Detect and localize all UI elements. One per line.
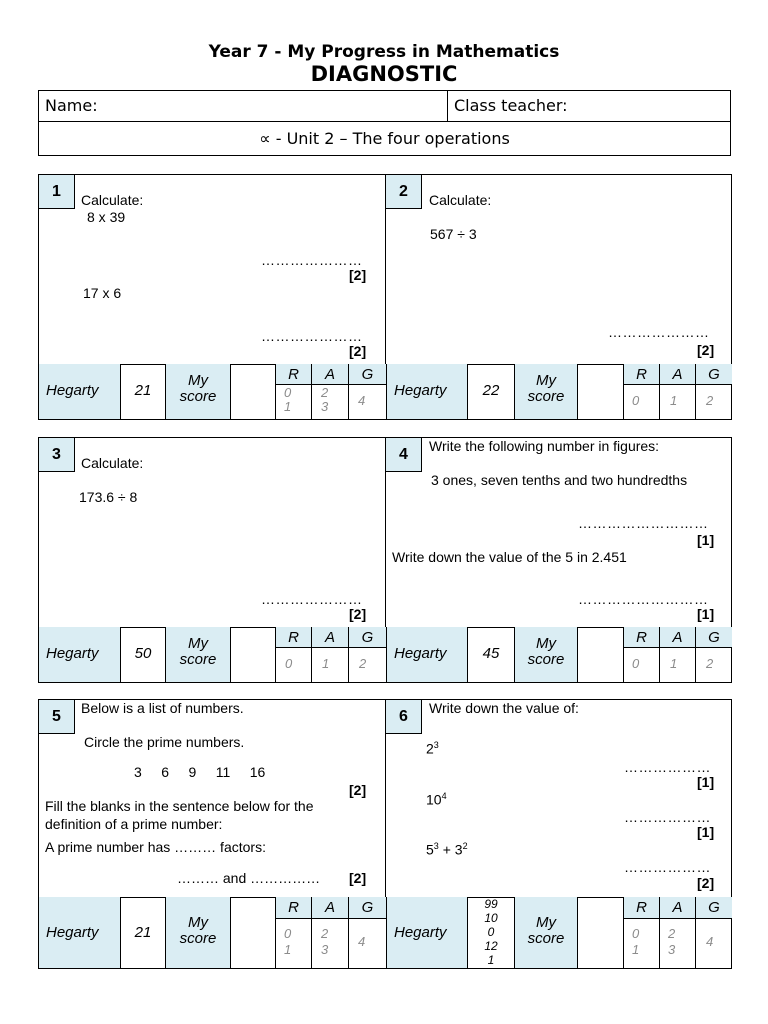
rag-g-value: 4 <box>358 393 366 408</box>
rag-r-value: 0 <box>285 656 293 671</box>
hegarty-value-cell <box>121 627 166 682</box>
rag-a-header: A <box>660 897 695 919</box>
expression-1 <box>426 740 439 757</box>
expr-exponent: 3 <box>433 740 439 750</box>
rag-g <box>349 364 386 419</box>
page-title: Year 7 - My Progress in Mathematics <box>208 42 560 62</box>
my-score-label-cell <box>166 897 231 968</box>
page-subtitle: DIAGNOSTIC <box>310 62 458 86</box>
score-section-q4 <box>386 627 732 682</box>
rag-a-value: 2 3 <box>321 385 329 414</box>
rag-r-header: R <box>276 897 311 919</box>
rag-r-value: 0 <box>632 393 640 408</box>
question-number: 3 <box>39 438 75 472</box>
rag-a-header: A <box>312 897 348 919</box>
score-section-q5 <box>39 897 386 968</box>
rag-a-value: 1 <box>670 393 678 408</box>
answer-line[interactable]: ……………………… <box>578 591 709 607</box>
question-4-box <box>385 437 732 628</box>
rag-g <box>349 627 386 682</box>
rag-a-value: 2 3 <box>668 926 676 957</box>
rag-g <box>696 364 732 419</box>
rag-a <box>312 364 349 419</box>
rag-g <box>349 897 386 968</box>
answer-line[interactable]: ………………… <box>261 252 363 268</box>
question-5-box <box>38 699 386 898</box>
score-section-q2 <box>386 364 732 419</box>
hegarty-value: 45 <box>482 645 500 662</box>
rag-a <box>660 364 696 419</box>
my-score-input[interactable] <box>231 627 276 682</box>
list-number[interactable]: 16 <box>249 764 266 780</box>
rag-a <box>660 897 696 968</box>
list-number[interactable]: 6 <box>161 764 170 780</box>
list-number[interactable]: 9 <box>188 764 197 780</box>
my-label: My <box>536 372 556 389</box>
rag-g <box>696 627 732 682</box>
hegarty-value-cell <box>468 627 515 682</box>
expression-2 <box>426 791 447 808</box>
answer-line[interactable]: ……………………… <box>578 515 709 531</box>
my-label: My <box>188 635 208 652</box>
rag-r-header: R <box>276 364 311 385</box>
hegarty-label-cell <box>39 364 121 419</box>
hegarty-label: Hegarty <box>394 924 447 941</box>
marks-label: [2] <box>349 870 367 886</box>
answer-line[interactable]: ……………… <box>624 759 711 775</box>
hegarty-label: Hegarty <box>46 645 99 662</box>
answer-line[interactable]: ……… and …………… <box>177 870 321 886</box>
my-score-label-cell <box>166 627 231 682</box>
score-label: score <box>179 651 217 668</box>
hegarty-value-cell <box>121 364 166 419</box>
rag-r-header: R <box>624 364 659 385</box>
question-text: Calculate: <box>81 455 144 471</box>
marks-label: [1] <box>697 606 715 622</box>
question-text: Write down the value of: <box>429 700 579 716</box>
marks-label: [1] <box>697 532 715 548</box>
hegarty-value: 22 <box>482 382 500 399</box>
hegarty-value: 99 10 0 12 1 <box>484 897 498 967</box>
answer-line[interactable]: ………………… <box>261 328 363 344</box>
rag-a-header: A <box>312 364 348 385</box>
question-number: 4 <box>386 438 422 472</box>
rag-g-value: 2 <box>359 656 367 671</box>
question-number: 5 <box>39 700 75 734</box>
hegarty-label: Hegarty <box>394 382 447 399</box>
question-text: A prime number has ……… factors: <box>45 839 266 855</box>
question-text: Write the following number in figures: <box>429 438 660 454</box>
info-row <box>39 91 730 122</box>
rag-g-header: G <box>696 897 732 919</box>
marks-label: [2] <box>349 267 367 283</box>
marks-label: [2] <box>697 342 715 358</box>
rag-r-header: R <box>624 627 659 648</box>
rag-a <box>312 627 349 682</box>
unit-title: ∝ - Unit 2 – The four operations <box>259 129 510 148</box>
my-score-label-cell <box>515 627 578 682</box>
list-number[interactable]: 3 <box>134 764 142 780</box>
question-text: Write down the value of the 5 in 2.451 <box>392 549 627 565</box>
question-text: Below is a list of numbers. <box>81 700 244 716</box>
answer-line[interactable]: ……………… <box>624 859 711 875</box>
hegarty-label-cell <box>387 897 468 968</box>
marks-label: [2] <box>349 606 367 622</box>
rag-g <box>696 897 732 968</box>
rag-r <box>276 897 312 968</box>
rag-g-header: G <box>349 627 386 648</box>
rag-a-header: A <box>660 627 695 648</box>
rag-r-value: 0 1 <box>284 926 292 957</box>
hegarty-label-cell <box>387 627 468 682</box>
rag-r <box>276 627 312 682</box>
my-label: My <box>188 372 208 389</box>
question-number: 2 <box>386 175 422 209</box>
expr-base: 5 <box>426 841 434 858</box>
question-text: 173.6 ÷ 8 <box>79 489 138 505</box>
hegarty-value: 21 <box>134 924 152 941</box>
my-label: My <box>536 635 556 652</box>
marks-label: [2] <box>349 782 367 798</box>
my-score-input[interactable] <box>231 897 276 968</box>
my-score-label-cell <box>515 364 578 419</box>
hegarty-label: Hegarty <box>394 645 447 662</box>
my-label: My <box>536 914 556 931</box>
question-text: 8 x 39 <box>87 209 126 225</box>
my-score-label-cell <box>166 364 231 419</box>
name-field[interactable] <box>39 91 448 121</box>
hegarty-value-cell <box>121 897 166 968</box>
score-label: score <box>179 930 217 947</box>
score-section-q1 <box>39 364 386 419</box>
rag-g-value: 2 <box>706 393 714 408</box>
rag-a-value: 1 <box>670 656 678 671</box>
hegarty-value: 50 <box>134 645 152 662</box>
expression-3 <box>426 841 468 858</box>
question-text: Calculate: <box>81 192 144 208</box>
marks-label: [1] <box>697 774 715 790</box>
score-bar <box>38 627 732 683</box>
rag-g-header: G <box>696 364 732 385</box>
rag-a-header: A <box>660 364 695 385</box>
hegarty-label-cell <box>387 364 468 419</box>
expr-exponent: 4 <box>441 791 447 801</box>
rag-r <box>624 627 660 682</box>
question-text: Circle the prime numbers. <box>84 734 245 750</box>
question-3-box <box>38 437 386 628</box>
score-bar <box>38 364 732 420</box>
answer-line[interactable]: ………………… <box>608 324 710 340</box>
number-list <box>134 764 265 780</box>
my-score-label-cell <box>515 897 578 968</box>
question-6-box <box>385 699 732 898</box>
rag-g-header: G <box>349 897 386 919</box>
marks-label: [2] <box>349 343 367 359</box>
rag-r-value: 0 1 <box>284 385 292 414</box>
score-label: score <box>179 388 217 405</box>
rag-a <box>660 627 696 682</box>
question-text: 17 x 6 <box>83 285 122 301</box>
rag-g-header: G <box>349 364 386 385</box>
score-label: score <box>527 388 565 405</box>
rag-r-header: R <box>624 897 659 919</box>
score-label: score <box>527 651 565 668</box>
score-bar <box>38 897 732 969</box>
question-2-box <box>385 174 732 365</box>
rag-g-header: G <box>696 627 732 648</box>
rag-g-value: 2 <box>706 656 714 671</box>
my-score-input[interactable] <box>231 364 276 419</box>
my-score-input[interactable] <box>578 627 624 682</box>
marks-label: [1] <box>697 824 715 840</box>
expr-exponent: 2 <box>462 841 468 851</box>
expr-base: 10 <box>426 791 442 808</box>
answer-line[interactable]: ………………… <box>261 591 363 607</box>
rag-r-header: R <box>276 627 311 648</box>
rag-a-header: A <box>312 627 348 648</box>
question-text: 567 ÷ 3 <box>430 226 477 242</box>
hegarty-label: Hegarty <box>46 382 99 399</box>
expr-exponent: 3 <box>433 841 439 851</box>
rag-r <box>624 364 660 419</box>
hegarty-label: Hegarty <box>46 924 99 941</box>
rag-g-value: 4 <box>706 934 714 949</box>
class-teacher-field[interactable] <box>448 91 731 121</box>
name-label: Name: <box>45 96 98 115</box>
rag-a-value: 1 <box>322 656 330 671</box>
rag-r-value: 0 1 <box>632 926 640 957</box>
question-text: Fill the blanks in the sentence below for the <box>45 798 314 814</box>
student-info-box <box>38 90 731 156</box>
question-1-box <box>38 174 386 365</box>
question-number: 6 <box>386 700 422 734</box>
rag-a <box>312 897 349 968</box>
marks-label: [2] <box>697 875 715 891</box>
hegarty-value-cell <box>468 897 515 968</box>
question-text: 3 ones, seven tenths and two hundredths <box>431 472 688 488</box>
expr-base: + 3 <box>438 841 463 858</box>
list-number[interactable]: 11 <box>215 764 231 780</box>
answer-line[interactable]: ……………… <box>624 809 711 825</box>
hegarty-label-cell <box>39 897 121 968</box>
my-score-input[interactable] <box>578 897 624 968</box>
my-score-input[interactable] <box>578 364 624 419</box>
my-label: My <box>188 914 208 931</box>
class-teacher-label: Class teacher: <box>454 96 568 115</box>
hegarty-label-cell <box>39 627 121 682</box>
score-section-q6 <box>386 897 732 968</box>
question-text: definition of a prime number: <box>45 816 223 832</box>
rag-g-value: 4 <box>358 934 366 949</box>
hegarty-value-cell <box>468 364 515 419</box>
question-text: Calculate: <box>429 192 492 208</box>
rag-r <box>624 897 660 968</box>
score-label: score <box>527 930 565 947</box>
question-number: 1 <box>39 175 75 209</box>
expr-base: 2 <box>426 740 434 757</box>
rag-r-value: 0 <box>632 656 640 671</box>
rag-a-value: 2 3 <box>321 926 329 957</box>
hegarty-value: 21 <box>134 382 152 399</box>
score-section-q3 <box>39 627 386 682</box>
rag-r <box>276 364 312 419</box>
